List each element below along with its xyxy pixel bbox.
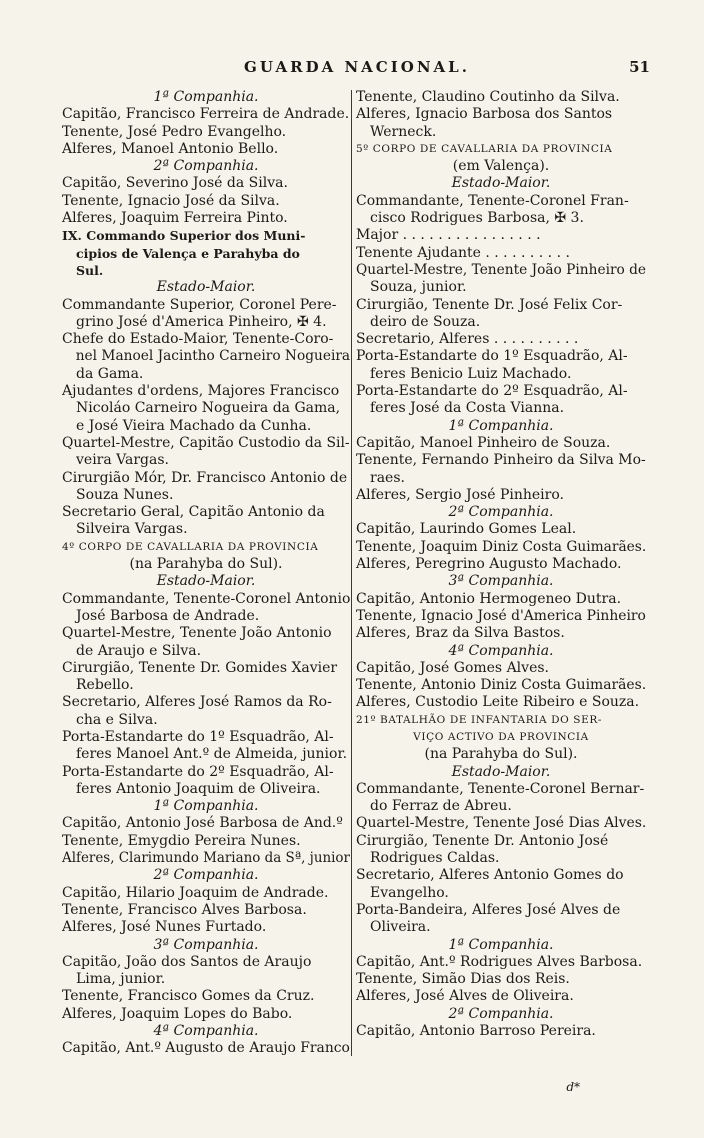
left-column-line: 3ª Companhia. xyxy=(153,936,259,953)
right-column-line: 21º BATALHÃO DE INFANTARIA DO SER- xyxy=(356,713,602,726)
right-column-line: Alferes, Ignacio Barbosa dos Santos xyxy=(356,106,613,123)
left-column-line: Secretario, Alferes José Ramos da Ro- xyxy=(62,694,332,711)
right-column-line: Werneck. xyxy=(370,123,437,140)
left-column-line: 4º CORPO DE CAVALLARIA DA PROVINCIA xyxy=(62,540,319,553)
right-column-line: VIÇO ACTIVO DA PROVINCIA xyxy=(413,730,589,743)
right-column-line: Commandante, Tenente-Coronel Fran- xyxy=(356,192,629,209)
right-column-line: 2ª Companhia. xyxy=(448,1005,554,1022)
right-column-line: cisco Rodrigues Barbosa, ✠ 3. xyxy=(370,210,584,227)
left-column-line: Commandante, Tenente-Coronel Antonio xyxy=(62,590,351,607)
left-column-line: grino José d'America Pinheiro, ✠ 4. xyxy=(76,313,327,330)
right-column-line: Tenente, Ignacio José d'America Pinheiro xyxy=(356,607,646,624)
right-column-line: Tenente, Fernando Pinheiro da Silva Mo- xyxy=(356,452,646,469)
left-column-line: Alferes, José Nunes Furtado. xyxy=(62,919,267,936)
right-column-line: (em Valença). xyxy=(452,158,550,175)
left-column-line: Alferes, Manoel Antonio Bello. xyxy=(62,140,279,157)
left-column-line: Capitão, Severino José da Silva. xyxy=(62,175,288,192)
right-column-line: Tenente, Joaquim Diniz Costa Guimarães. xyxy=(356,538,647,555)
right-column-line: Capitão, Antonio Barroso Pereira. xyxy=(356,1023,596,1040)
right-column-line: Secretario, Alferes . . . . . . . . . . xyxy=(356,331,579,348)
right-column-line: Tenente Ajudante . . . . . . . . . . xyxy=(356,244,570,261)
left-column-line: Tenente, Emygdio Pereira Nunes. xyxy=(62,832,301,849)
left-column-line: Cirurgião Mór, Dr. Francisco Antonio de xyxy=(62,469,348,486)
left-column-line: Sul. xyxy=(76,262,104,278)
right-column-line: raes. xyxy=(370,469,405,486)
right-column-line: Cirurgião, Tenente Dr. José Felix Cor- xyxy=(356,296,623,313)
right-column-line: Commandante, Tenente-Coronel Bernar- xyxy=(356,780,645,797)
left-column-line: (na Parahyba do Sul). xyxy=(129,556,283,573)
right-column-line: Capitão, Ant.º Rodrigues Alves Barbosa. xyxy=(356,953,643,970)
left-column-line: Cirurgião, Tenente Dr. Gomides Xavier xyxy=(62,659,338,676)
right-column-line: 1ª Companhia. xyxy=(448,417,554,434)
left-column-line: Alferes, Joaquim Lopes do Babo. xyxy=(62,1005,293,1022)
page-number: 51 xyxy=(629,58,650,76)
left-column-line: 1ª Companhia. xyxy=(153,798,259,815)
column-divider xyxy=(351,90,352,1056)
right-column-line: Capitão, Antonio Hermogeneo Dutra. xyxy=(356,590,622,607)
right-column-line: Evangelho. xyxy=(370,884,449,901)
left-column-line: Capitão, Francisco Ferreira de Andrade. xyxy=(62,106,350,123)
left-column-line: da Gama. xyxy=(76,365,144,382)
right-column-line: Porta-Bandeira, Alferes José Alves de xyxy=(356,901,621,918)
left-column-line: Estado-Maior. xyxy=(156,279,256,296)
left-column-line: Porta-Estandarte do 2º Esquadrão, Al- xyxy=(62,763,334,780)
left-column-line: feres Antonio Joaquim de Oliveira. xyxy=(76,780,321,797)
left-column-line: Rebello. xyxy=(76,677,134,694)
left-column-line: Silveira Vargas. xyxy=(76,521,188,538)
left-column-line: 2ª Companhia. xyxy=(153,158,259,175)
right-column-line: Cirurgião, Tenente Dr. Antonio José xyxy=(356,832,609,849)
right-column-line: feres José da Costa Vianna. xyxy=(370,400,565,417)
right-column-line: Alferes, Sergio José Pinheiro. xyxy=(356,486,564,503)
right-column-line: Capitão, Laurindo Gomes Leal. xyxy=(356,521,577,538)
right-column-line: Oliveira. xyxy=(370,919,431,936)
left-column-line: Tenente, Ignacio José da Silva. xyxy=(62,192,280,209)
left-column-line: Ajudantes d'ordens, Majores Francisco xyxy=(62,383,340,400)
right-column-line: Porta-Estandarte do 1º Esquadrão, Al- xyxy=(356,348,628,365)
left-column-line: Alferes, Clarimundo Mariano da Sª, junior xyxy=(62,850,350,867)
left-column-line: Estado-Maior. xyxy=(156,573,256,590)
left-column-line: Capitão, João dos Santos de Araujo xyxy=(62,953,312,970)
right-column-line: 5º CORPO DE CAVALLARIA DA PROVINCIA xyxy=(356,142,613,155)
right-column-line: Estado-Maior. xyxy=(451,175,551,192)
left-column-line: Commandante Superior, Coronel Pere- xyxy=(62,296,337,313)
right-column-line: Alferes, Custodio Leite Ribeiro e Souza. xyxy=(356,694,640,711)
left-column-line: Porta-Estandarte do 1º Esquadrão, Al- xyxy=(62,728,334,745)
right-column-line: Estado-Maior. xyxy=(451,763,551,780)
page-header xyxy=(64,58,650,80)
right-column-line: 3ª Companhia. xyxy=(448,573,554,590)
left-column-line: 4ª Companhia. xyxy=(153,1023,259,1040)
right-column-line: do Ferraz de Abreu. xyxy=(370,798,512,815)
right-column-line: 4ª Companhia. xyxy=(448,642,554,659)
left-column-line: José Barbosa de Andrade. xyxy=(76,607,260,624)
right-column-line: Rodrigues Caldas. xyxy=(370,850,500,867)
left-column-line: cipios de Valença e Parahyba do xyxy=(76,245,300,261)
left-column-line: de Araujo e Silva. xyxy=(76,642,202,659)
right-column xyxy=(356,89,646,1040)
left-column-line: feres Manoel Ant.º de Almeida, junior. xyxy=(76,746,348,763)
right-column-line: 2ª Companhia. xyxy=(448,504,554,521)
right-column-line: Souza, junior. xyxy=(370,279,467,296)
left-column-line: Quartel-Mestre, Tenente João Antonio xyxy=(62,625,332,642)
left-column-line: Lima, junior. xyxy=(76,971,166,988)
left-column-line: Alferes, Joaquim Ferreira Pinto. xyxy=(62,210,288,227)
right-column-line: Tenente, Claudino Coutinho da Silva. xyxy=(356,89,620,105)
right-column-line: Alferes, José Alves de Oliveira. xyxy=(356,988,574,1005)
left-column-line: veira Vargas. xyxy=(76,452,169,469)
right-column-line: Alferes, Peregrino Augusto Machado. xyxy=(356,556,622,573)
right-column-line: Porta-Estandarte do 2º Esquadrão, Al- xyxy=(356,383,628,400)
left-column-line: Capitão, Ant.º Augusto de Araujo Franco xyxy=(62,1040,350,1057)
right-column-line: Secretario, Alferes Antonio Gomes do xyxy=(356,867,624,884)
right-column-line: (na Parahyba do Sul). xyxy=(424,746,578,763)
left-column-line: 1ª Companhia. xyxy=(153,89,259,105)
right-column-line: Capitão, José Gomes Alves. xyxy=(356,659,549,676)
signature-mark: d* xyxy=(566,1080,580,1094)
left-column-line: nel Manoel Jacintho Carneiro Nogueira xyxy=(75,348,351,365)
left-column-line: 2ª Companhia. xyxy=(153,867,259,884)
right-column-line: feres Benicio Luiz Machado. xyxy=(370,365,572,382)
left-column-line: Capitão, Antonio José Barbosa de And.º xyxy=(62,815,343,832)
left-column-line: Secretario Geral, Capitão Antonio da xyxy=(62,504,325,521)
right-column-line: Quartel-Mestre, Tenente José Dias Alves. xyxy=(356,815,647,832)
left-column-line: e José Vieira Machado da Cunha. xyxy=(76,417,312,434)
right-column-line: Tenente, Simão Dias dos Reis. xyxy=(356,971,570,988)
left-column-line: Souza Nunes. xyxy=(76,486,174,503)
left-column-line: Tenente, Francisco Gomes da Cruz. xyxy=(62,988,315,1005)
left-column-line: Quartel-Mestre, Capitão Custodio da Sil- xyxy=(62,434,350,451)
right-column-line: Capitão, Manoel Pinheiro de Souza. xyxy=(356,434,611,451)
left-column-line: Capitão, Hilario Joaquim de Andrade. xyxy=(62,884,329,901)
right-column-line: Major . . . . . . . . . . . . . . . . xyxy=(356,227,541,244)
left-column-line: cha e Silva. xyxy=(76,711,158,728)
left-column-line: Nicoláo Carneiro Nogueira da Gama, xyxy=(76,400,341,417)
left-column-line: IX. Commando Superior dos Muni- xyxy=(62,228,306,244)
left-column-line: Tenente, José Pedro Evangelho. xyxy=(62,123,287,140)
left-column-line: Chefe do Estado-Maior, Tenente-Coro- xyxy=(62,331,334,348)
left-column xyxy=(62,89,350,1058)
right-column-line: 1ª Companhia. xyxy=(448,936,554,953)
right-column-line: Quartel-Mestre, Tenente João Pinheiro de xyxy=(356,261,647,278)
running-title: GUARDA NACIONAL. xyxy=(244,58,470,76)
right-column-line: Tenente, Antonio Diniz Costa Guimarães. xyxy=(356,677,647,694)
right-column-line: deiro de Souza. xyxy=(370,313,481,330)
left-column-line: Tenente, Francisco Alves Barbosa. xyxy=(62,901,307,918)
right-column-line: Alferes, Braz da Silva Bastos. xyxy=(356,625,565,642)
